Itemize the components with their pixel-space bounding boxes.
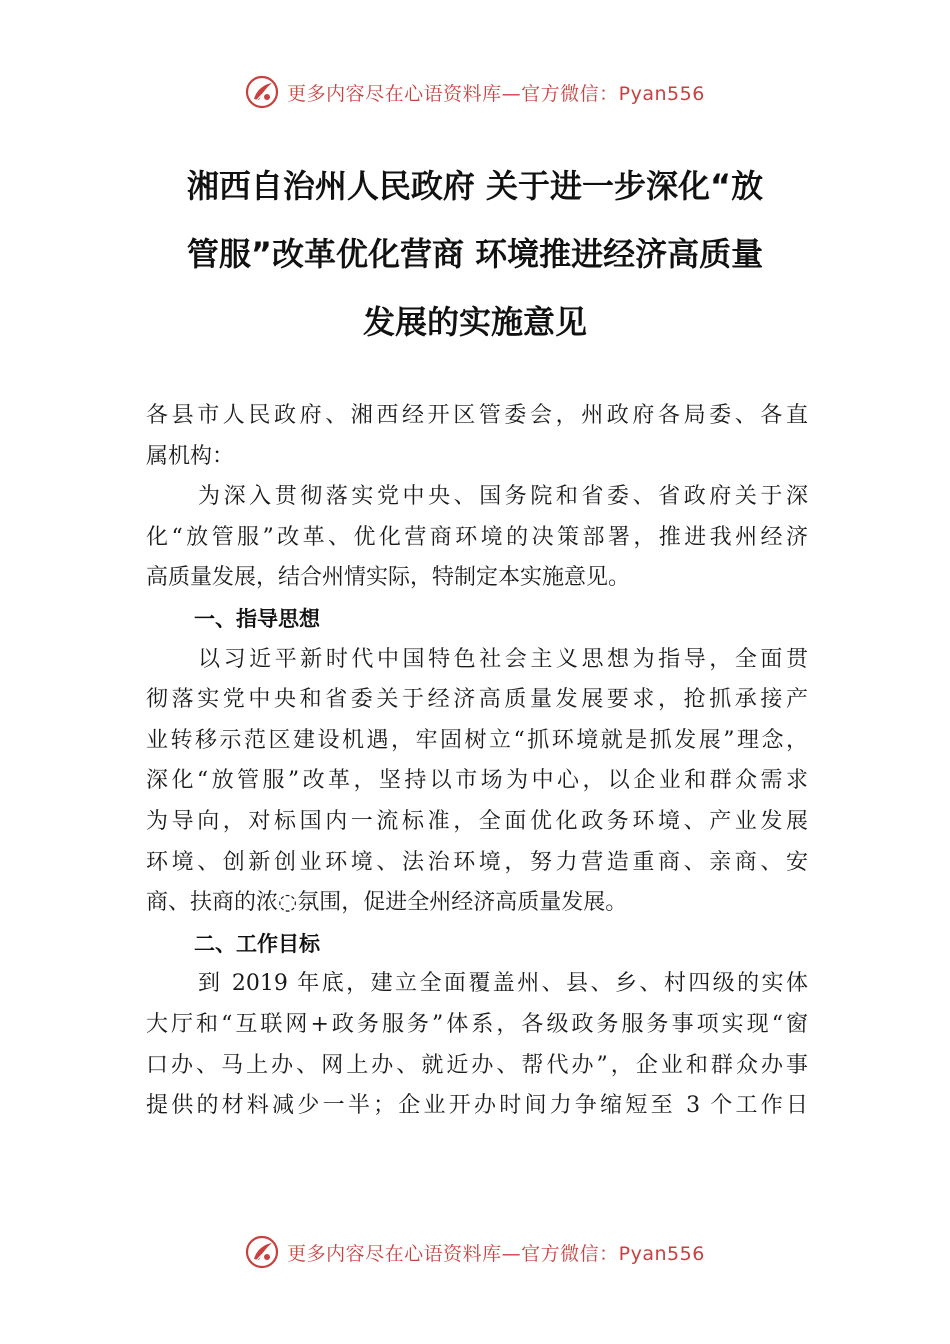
title-line: 发展的实施意见 (362, 303, 587, 341)
brand-logo-icon (245, 75, 279, 109)
text-line: 为导向，对标国内一流标准，全面优化政务环境、产业发展 (146, 808, 808, 834)
document-title (130, 152, 820, 356)
watermark-text: 更多内容尽在心语资料库—官方微信：Pyan556 (287, 1242, 705, 1265)
text-line: 商、扶商的浓◌氛围，促进全州经济高质量发展。 (146, 890, 628, 916)
work-goals-paragraph (146, 964, 808, 1126)
addressee-paragraph (146, 396, 808, 477)
text-line: 彻落实党中央和省委关于经济高质量发展要求，抢抓承接产 (146, 687, 808, 713)
brand-logo-icon (245, 1235, 279, 1269)
section-heading-work-goals: 二、工作目标 (194, 931, 320, 956)
text-line: 为深入贯彻落实党中央、国务院和省委、省政府关于深 (198, 484, 808, 510)
text-line: 高质量发展，结合州情实际，特制定本实施意见。 (146, 565, 631, 591)
text-line: 大厅和“互联网+政务服务”体系，各级政务服务事项实现“窗 (146, 1011, 808, 1037)
text-line: 提供的材料减少一半；企业开办时间力争缩短至 3 个工作日 (146, 1093, 808, 1119)
document-body (146, 396, 808, 1127)
text-line: 各县市人民政府、湘西经开区管委会，州政府各局委、各直 (146, 403, 808, 428)
text-line: 以习近平新时代中国特色社会主义思想为指导，全面贯 (198, 646, 808, 672)
text-line: 口办、马上办、网上办、就近办、帮代办”，企业和群众办事 (146, 1052, 808, 1078)
watermark-banner-bottom (0, 1232, 950, 1272)
guiding-ideology-paragraph (146, 640, 808, 924)
text-line: 业转移示范区建设机遇，牢固树立“抓环境就是抓发展”理念， (146, 727, 808, 753)
text-line: 深化“放管服”改革，坚持以市场为中心，以企业和群众需求 (146, 768, 808, 794)
text-line: 到 2019 年底，建立全面覆盖州、县、乡、村四级的实体 (198, 971, 808, 997)
section-heading-guiding-ideology: 一、指导思想 (194, 606, 320, 631)
watermark-text: 更多内容尽在心语资料库—官方微信：Pyan556 (287, 82, 705, 105)
title-line: 管服”改革优化营商 环境推进经济高质量 (186, 235, 764, 273)
text-line: 化“放管服”改革、优化营商环境的决策部署，推进我州经济 (146, 524, 808, 550)
title-line: 湘西自治州人民政府 关于进一步深化“放 (186, 167, 764, 205)
intro-paragraph (146, 477, 808, 599)
text-line: 属机构： (146, 443, 235, 469)
watermark-banner-top (0, 72, 950, 112)
text-line: 环境、创新创业环境、法治环境，努力营造重商、亲商、安 (146, 849, 808, 875)
